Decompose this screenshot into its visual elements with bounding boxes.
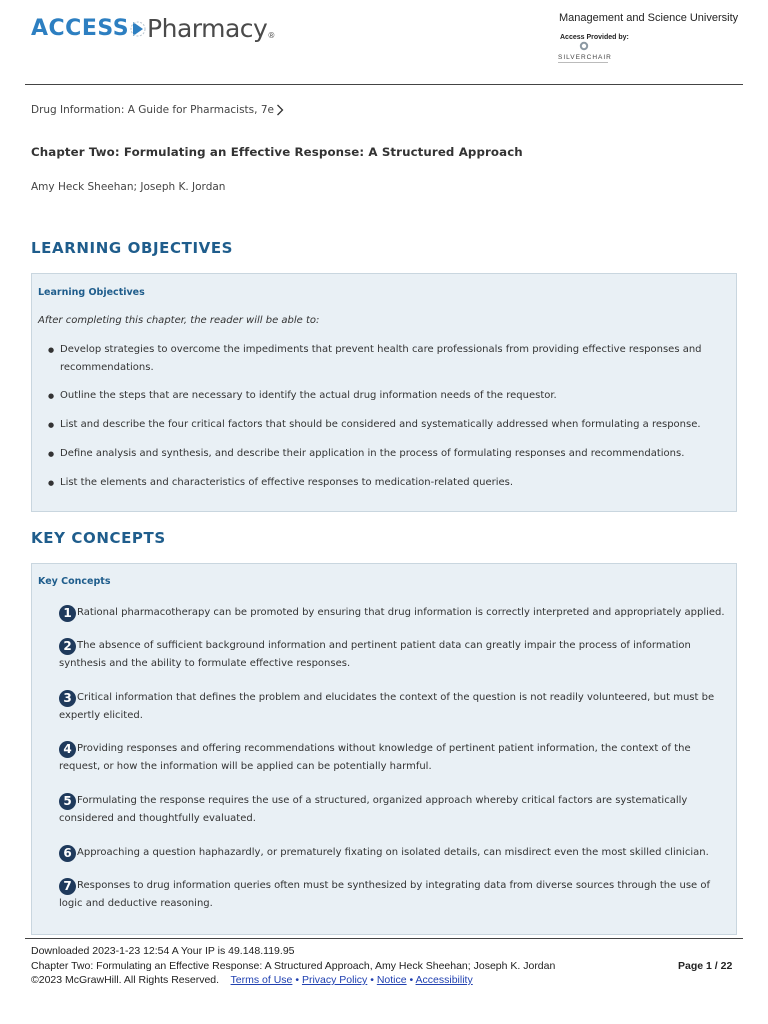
link-separator: • (295, 974, 300, 986)
key-concept-item (59, 740, 729, 776)
silverchair-mark-icon (579, 41, 589, 51)
learning-objectives-box (31, 273, 737, 512)
silverchair-underline (558, 62, 608, 63)
institution-name: Management and Science University (559, 12, 739, 24)
accessibility-link[interactable]: Accessibility (415, 974, 473, 986)
notice-link[interactable]: Notice (376, 974, 407, 986)
number-4-icon: 4 (59, 741, 76, 758)
link-separator: • (409, 974, 414, 986)
number-2-icon: 2 (59, 638, 76, 655)
key-concept-text: Providing responses and offering recommendations without knowledge of pertinent patient information, the context of the request, or how the information will be applied can be potentially harmful. (59, 743, 691, 772)
page-header (0, 0, 768, 86)
header-divider (25, 84, 743, 85)
number-3-icon: 3 (59, 690, 76, 707)
key-concept-text: Responses to drug information queries often must be synthesized by integrating data from diverse sources through the use of logic and deductive reasoning. (59, 880, 710, 909)
number-5-icon: 5 (59, 793, 76, 810)
chevron-right-icon (276, 104, 284, 116)
logo-gear-icon (130, 17, 146, 41)
key-concept-text: The absence of sufficient background information and pertinent patient data can greatly impair the process of information synthesis and the ability to formulate effective responses. (59, 640, 691, 669)
key-concept-item (59, 877, 729, 913)
terms-of-use-link[interactable]: Terms of Use (230, 974, 293, 986)
key-concept-text: Critical information that defines the problem and elucidates the context of the question is not readily volunteered, but must be expertly elicited. (59, 692, 715, 721)
objective-text: Outline the steps that are necessary to identify the actual drug information needs of the requestor. (60, 390, 557, 401)
key-concept-item (59, 689, 729, 725)
objective-item (48, 387, 708, 405)
objective-item (48, 416, 708, 434)
accesspharmacy-logo[interactable] (31, 14, 275, 43)
bullet-icon: ● (48, 421, 55, 429)
objective-item (48, 445, 708, 463)
key-concepts-box-title: Key Concepts (38, 576, 111, 587)
privacy-policy-link[interactable]: Privacy Policy (301, 974, 368, 986)
logo-pharmacy-text: Pharmacy (147, 14, 268, 43)
silverchair-logo (558, 41, 610, 65)
key-concept-text: Formulating the response requires the use of a structured, organized approach whereby critical factors are systematically considered and thoughtfully evaluated. (59, 795, 688, 824)
objective-text: Develop strategies to overcome the impediments that prevent health care professionals from providing effective responses and recommendations. (60, 344, 702, 373)
logo-access-text: ACCESS (31, 16, 130, 41)
key-concept-item (59, 604, 729, 622)
learning-objectives-box-title: Learning Objectives (38, 287, 145, 298)
key-concept-item (59, 637, 729, 673)
copyright-line (31, 974, 473, 986)
key-concepts-box (31, 563, 737, 935)
logo-registered-mark: ® (267, 31, 276, 40)
bullet-icon: ● (48, 450, 55, 458)
learning-objectives-intro: After completing this chapter, the reader will be able to: (38, 315, 320, 326)
footer-divider (25, 938, 743, 939)
bullet-icon: ● (48, 392, 55, 400)
key-concept-item (59, 844, 729, 862)
key-concept-item (59, 792, 729, 828)
page-number: Page 1 / 22 (678, 960, 733, 972)
chapter-title: Chapter Two: Formulating an Effective Response: A Structured Approach (31, 145, 523, 159)
link-separator: • (370, 974, 374, 986)
number-7-icon: 7 (59, 878, 76, 895)
copyright-text: ©2023 McGrawHill. All Rights Reserved. (31, 974, 220, 986)
breadcrumb[interactable] (31, 104, 284, 116)
bullet-icon: ● (48, 479, 55, 487)
number-6-icon: 6 (59, 845, 76, 862)
learning-objectives-heading: LEARNING OBJECTIVES (31, 239, 234, 257)
chapter-authors: Amy Heck Sheehan; Joseph K. Jordan (31, 181, 226, 193)
objective-item (48, 341, 708, 377)
key-concept-text: Approaching a question haphazardly, or prematurely fixating on isolated details, can misdirect even the most skilled clinician. (77, 847, 709, 858)
objective-text: List and describe the four critical factors that should be considered and systematically addressed when formulating a response. (60, 419, 701, 430)
breadcrumb-book-link[interactable]: Drug Information: A Guide for Pharmacists, 7e (31, 104, 274, 116)
silverchair-wordmark: SILVERCHAIR (558, 54, 612, 61)
bullet-icon: ● (48, 346, 55, 354)
objective-text: List the elements and characteristics of effective responses to medication-related queries. (60, 477, 514, 488)
access-provided-by-label: Access Provided by: (560, 34, 629, 41)
objective-text: Define analysis and synthesis, and describe their application in the process of formulating responses and recommendations. (60, 448, 685, 459)
key-concepts-heading: KEY CONCEPTS (31, 529, 166, 547)
objective-item (48, 474, 708, 492)
key-concept-text: Rational pharmacotherapy can be promoted by ensuring that drug information is correctly interpreted and appropriately applied. (77, 607, 725, 618)
number-1-icon: 1 (59, 605, 76, 622)
citation-line: Chapter Two: Formulating an Effective Response: A Structured Approach, Amy Heck Sheehan; Joseph K. Jordan (31, 960, 556, 972)
download-info: Downloaded 2023-1-23 12:54 A Your IP is 49.148.119.95 (31, 945, 295, 957)
